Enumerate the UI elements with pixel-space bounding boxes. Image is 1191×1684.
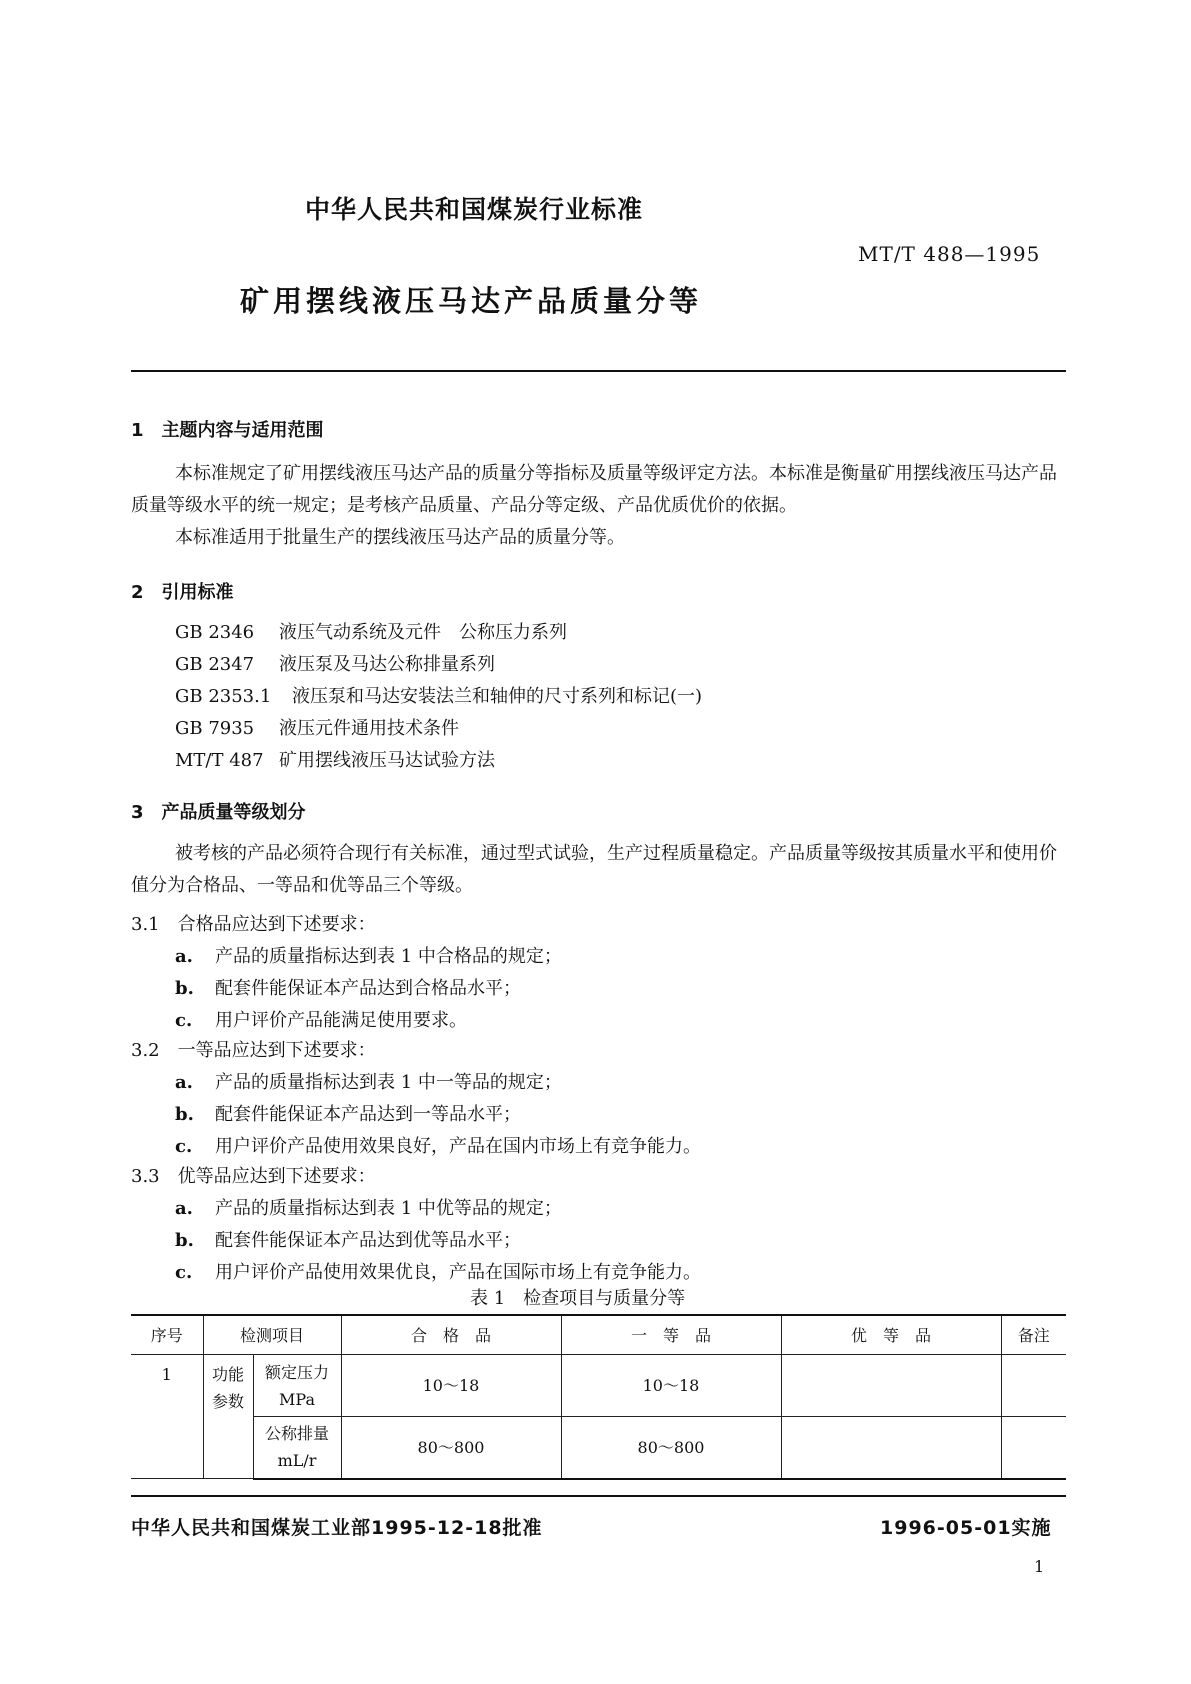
reference-code: GB 7935: [175, 718, 255, 739]
list-item-text: 用户评价产品能满足使用要求。: [215, 1010, 467, 1031]
subsection-3-1-title: 3.1 合格品应达到下述要求：: [131, 914, 376, 935]
list-item-text: 用户评价产品使用效果良好，产品在国内市场上有竞争能力。: [215, 1136, 701, 1157]
list-item: [175, 1258, 701, 1284]
cell-superior: [781, 1355, 1001, 1417]
header-cell-first: 一 等 品: [561, 1315, 781, 1355]
reference-title: 液压气动系统及元件 公称压力系列: [279, 622, 567, 643]
cell-qualified: 80～800: [341, 1417, 561, 1479]
effective-date: 1996-05-01实施: [880, 1517, 1052, 1539]
cell-qualified: 10～18: [341, 1355, 561, 1417]
list-item-letter: c.: [175, 1010, 193, 1031]
section-3-paragraph: 被考核的产品必须符合现行有关标准，通过型式试验，生产过程质量稳定。产品质量等级按其质量水平和使用价值分为合格品、一等品和优等品三个等级。: [131, 843, 1057, 896]
reference-item: [175, 714, 459, 740]
table-header-row: [131, 1315, 1066, 1355]
quality-grade-table: [131, 1314, 1066, 1480]
page-number: 1: [1034, 1557, 1045, 1576]
list-item: [175, 942, 562, 968]
cell-param-unit: mL/r: [277, 1451, 317, 1471]
cell-group-line: 参数: [211, 1392, 244, 1411]
list-item-letter: b.: [175, 1104, 194, 1125]
list-item-text: 配套件能保证本产品达到合格品水平；: [215, 978, 521, 999]
list-item: [175, 1132, 701, 1158]
list-item-text: 配套件能保证本产品达到一等品水平；: [215, 1104, 521, 1125]
cell-superior: [781, 1417, 1001, 1479]
reference-code: MT/T 487: [175, 750, 264, 771]
list-item-letter: c.: [175, 1262, 193, 1283]
section-2-title: 2 引用标准: [131, 582, 234, 603]
cell-remark: [1001, 1417, 1066, 1479]
header-rule: [131, 370, 1066, 372]
table-row: [131, 1417, 1066, 1479]
reference-title: 液压元件通用技术条件: [279, 718, 459, 739]
cell-param: [253, 1417, 341, 1479]
cell-no: 1: [131, 1355, 203, 1479]
section-1-paragraph-1: 本标准规定了矿用摆线液压马达产品的质量分等指标及质量等级评定方法。本标准是衡量矿用摆线液压马达产品质量等级水平的统一规定；是考核产品质量、产品分等定级、产品优质优价的依据。: [131, 463, 1057, 516]
reference-code: GB 2353.1: [175, 686, 272, 707]
cell-group: [203, 1355, 253, 1479]
approval-note: 中华人民共和国煤炭工业部1995-12-18批准: [131, 1517, 543, 1539]
footer-rule: [131, 1495, 1066, 1497]
list-item: [175, 1100, 521, 1126]
cell-param-unit: MPa: [279, 1389, 315, 1409]
cell-first: 80～800: [561, 1417, 781, 1479]
reference-title: 液压泵及马达公称排量系列: [279, 654, 495, 675]
document-title: 矿用摆线液压马达产品质量分等: [240, 284, 703, 318]
list-item-letter: a.: [175, 1198, 193, 1219]
section-1-paragraph-2: 本标准适用于批量生产的摆线液压马达产品的质量分等。: [175, 527, 625, 548]
subsection-3-3-title: 3.3 优等品应达到下述要求：: [131, 1166, 376, 1187]
reference-code: GB 2346: [175, 622, 255, 643]
reference-item: [175, 618, 567, 644]
list-item-letter: c.: [175, 1136, 193, 1157]
cell-first: 10～18: [561, 1355, 781, 1417]
header-cell-superior: 优 等 品: [781, 1315, 1001, 1355]
cell-group-line: 功能: [211, 1365, 244, 1384]
standard-number: MT/T 488—1995: [858, 242, 1041, 266]
header-cell-item: 检测项目: [203, 1315, 341, 1355]
cell-param-name: 公称排量: [264, 1424, 329, 1444]
list-item: [175, 1006, 467, 1032]
cell-param-name: 额定压力: [264, 1362, 329, 1382]
list-item-letter: a.: [175, 1072, 193, 1093]
list-item-text: 配套件能保证本产品达到优等品水平；: [215, 1230, 521, 1251]
list-item-letter: b.: [175, 1230, 194, 1251]
list-item-letter: b.: [175, 978, 194, 999]
list-item-letter: a.: [175, 946, 193, 967]
list-item-text: 产品的质量指标达到表 1 中一等品的规定；: [215, 1072, 562, 1093]
cell-param: [253, 1355, 341, 1417]
list-item: [175, 1226, 521, 1252]
cell-remark: [1001, 1355, 1066, 1417]
list-item-text: 用户评价产品使用效果优良，产品在国际市场上有竞争能力。: [215, 1262, 701, 1283]
reference-title: 液压泵和马达安装法兰和轴伸的尺寸系列和标记(一): [292, 686, 703, 707]
header-cell-qualified: 合 格 品: [341, 1315, 561, 1355]
reference-title: 矿用摆线液压马达试验方法: [279, 750, 495, 771]
list-item-text: 产品的质量指标达到表 1 中优等品的规定；: [215, 1198, 562, 1219]
list-item: [175, 1194, 562, 1220]
subsection-3-2-title: 3.2 一等品应达到下述要求：: [131, 1040, 376, 1061]
reference-code: GB 2347: [175, 654, 255, 675]
section-1-title: 1 主题内容与适用范围: [131, 420, 324, 441]
header-cell-remark: 备注: [1001, 1315, 1066, 1355]
header-cell-no: 序号: [131, 1315, 203, 1355]
reference-item: [175, 650, 495, 676]
reference-item: [175, 682, 702, 708]
list-item: [175, 974, 521, 1000]
list-item: [175, 1068, 562, 1094]
table-row: [131, 1355, 1066, 1417]
issuing-organization: 中华人民共和国煤炭行业标准: [305, 195, 644, 224]
section-3-title: 3 产品质量等级划分: [131, 802, 306, 823]
table-caption: 表 1 检查项目与质量分等: [470, 1288, 686, 1309]
reference-item: [175, 746, 495, 772]
list-item-text: 产品的质量指标达到表 1 中合格品的规定；: [215, 946, 562, 967]
